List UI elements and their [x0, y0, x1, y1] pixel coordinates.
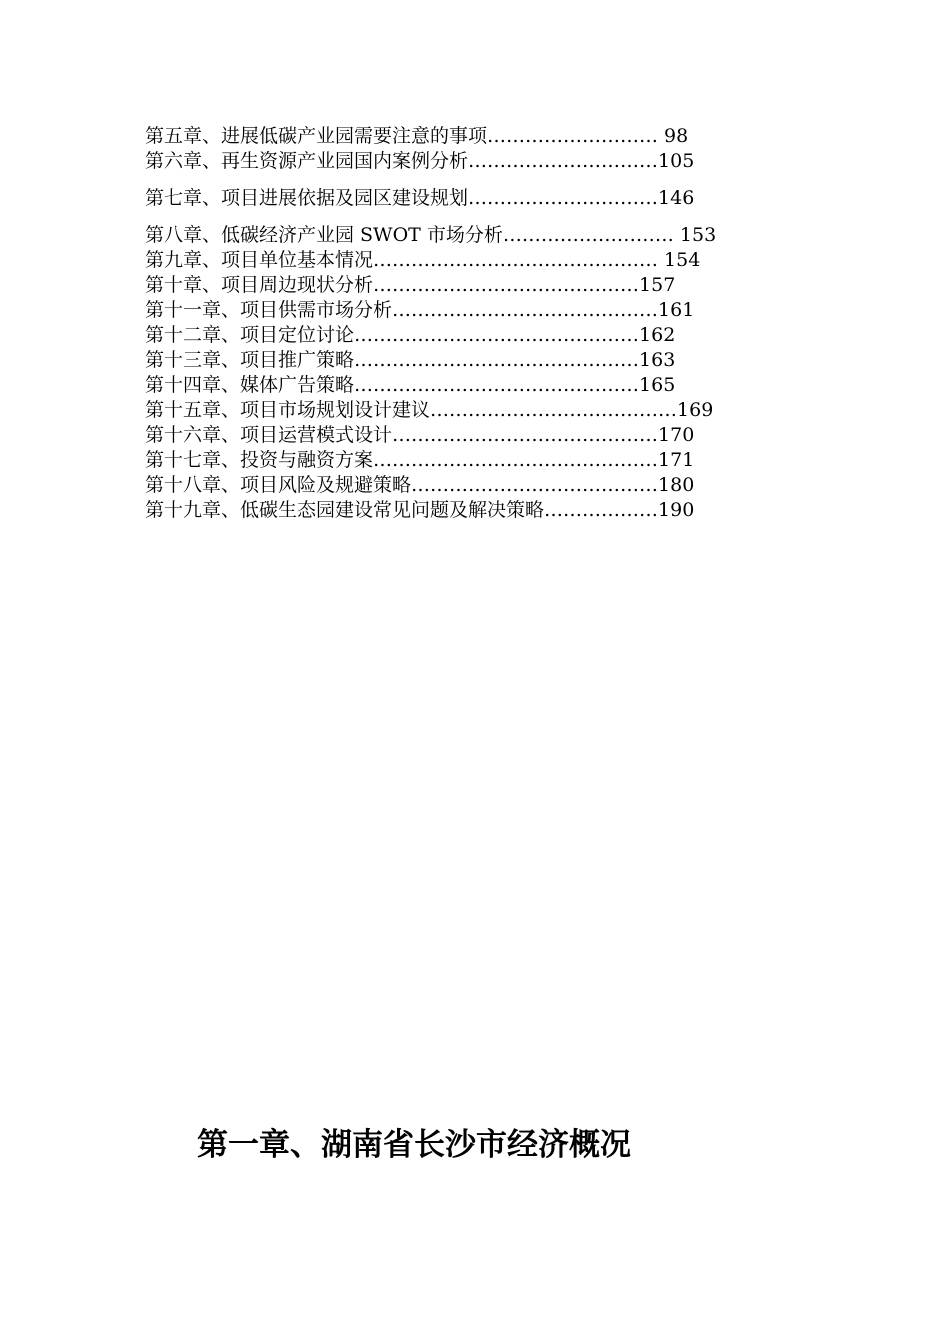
- toc-entry-page-number: 161: [658, 299, 695, 321]
- toc-entry-chapter-9[interactable]: [145, 248, 700, 272]
- toc-entry-leader: ……………………………………: [373, 274, 640, 296]
- toc-entry-label: 第十六章、项目运营模式设计: [145, 424, 393, 446]
- toc-entry-leader: ……………………………………: [392, 424, 659, 446]
- toc-entry-label: 第十九章、低碳生态园建设常见问题及解决策略: [145, 499, 545, 521]
- toc-entry-leader: ………………………: [502, 224, 674, 246]
- toc-entry-page-number: 163: [639, 349, 676, 371]
- toc-entry-page-number: 146: [658, 187, 695, 209]
- toc-entry-leader: ………………………………………: [373, 249, 659, 271]
- toc-entry-page-number: 98: [658, 125, 689, 147]
- toc-entry-leader: ………………………………………: [354, 349, 640, 371]
- toc-entry-page-number: 157: [639, 274, 676, 296]
- toc-entry-label: 第十四章、媒体广告策略: [145, 374, 355, 396]
- toc-entry-chapter-13[interactable]: [145, 348, 675, 372]
- toc-entry-leader: ………………………………………: [373, 449, 659, 471]
- toc-entry-label: 第五章、进展低碳产业园需要注意的事项: [145, 125, 488, 147]
- toc-entry-leader: …………………………: [468, 187, 659, 209]
- table-of-contents: [0, 0, 950, 540]
- toc-entry-chapter-17[interactable]: [145, 448, 694, 472]
- toc-entry-chapter-14[interactable]: [145, 373, 675, 397]
- toc-entry-page-number: 153: [673, 224, 717, 246]
- toc-entry-leader: ……………………………………: [392, 299, 659, 321]
- toc-entry-label: 第九章、项目单位基本情况: [145, 249, 374, 271]
- chapter-heading: 第一章、湖南省长沙市经济概况: [197, 1126, 631, 1163]
- toc-entry-chapter-6[interactable]: [145, 149, 694, 173]
- toc-entry-leader: ………………………………………: [354, 324, 640, 346]
- toc-entry-leader: …………………………………: [411, 474, 659, 496]
- toc-entry-chapter-12[interactable]: [145, 323, 675, 347]
- toc-entry-page-number: 105: [658, 150, 695, 172]
- toc-entry-label: 第十三章、项目推广策略: [145, 349, 355, 371]
- toc-entry-label: 第十二章、项目定位讨论: [145, 324, 355, 346]
- toc-entry-page-number: 170: [658, 424, 695, 446]
- toc-entry-label: 第十一章、项目供需市场分析: [145, 299, 393, 321]
- toc-entry-leader: …………………………………: [430, 399, 678, 421]
- toc-entry-label: 第十七章、投资与融资方案: [145, 449, 374, 471]
- toc-entry-leader: ………………: [544, 499, 659, 521]
- toc-entry-leader: …………………………: [468, 150, 659, 172]
- toc-entry-chapter-19[interactable]: [145, 498, 694, 522]
- toc-entry-chapter-8[interactable]: [145, 223, 716, 247]
- toc-entry-label: 第七章、项目进展依据及园区建设规划: [145, 187, 469, 209]
- toc-entry-chapter-18[interactable]: [145, 473, 694, 497]
- toc-entry-chapter-5[interactable]: [145, 124, 688, 148]
- toc-entry-chapter-7[interactable]: [145, 186, 694, 210]
- toc-entry-leader: ………………………: [487, 125, 659, 147]
- toc-entry-label: 第六章、再生资源产业园国内案例分析: [145, 150, 469, 172]
- toc-entry-label: 第十章、项目周边现状分析: [145, 274, 374, 296]
- toc-entry-page-number: 180: [658, 474, 695, 496]
- toc-entry-label: 第十五章、项目市场规划设计建议: [145, 399, 431, 421]
- toc-entry-chapter-10[interactable]: [145, 273, 675, 297]
- toc-entry-leader: ………………………………………: [354, 374, 640, 396]
- toc-entry-chapter-16[interactable]: [145, 423, 694, 447]
- toc-entry-page-number: 171: [658, 449, 695, 471]
- toc-entry-page-number: 162: [639, 324, 676, 346]
- toc-entry-page-number: 154: [658, 249, 701, 271]
- toc-entry-label: 第十八章、项目风险及规避策略: [145, 474, 412, 496]
- toc-entry-chapter-15[interactable]: [145, 398, 713, 422]
- toc-entry-chapter-11[interactable]: [145, 298, 694, 322]
- toc-entry-page-number: 165: [639, 374, 676, 396]
- toc-entry-page-number: 169: [677, 399, 714, 421]
- toc-entry-page-number: 190: [658, 499, 695, 521]
- toc-entry-label: 第八章、低碳经济产业园 SWOT 市场分析: [145, 224, 503, 246]
